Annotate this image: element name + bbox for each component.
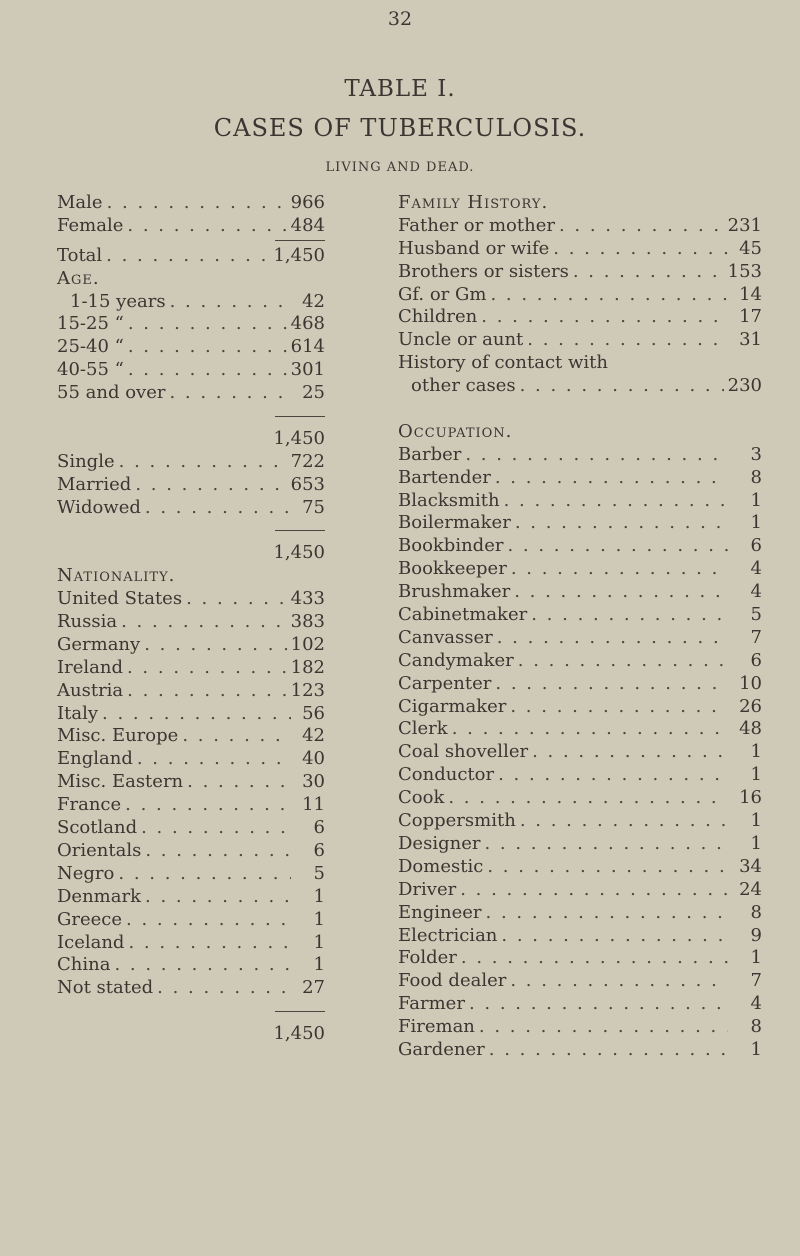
row-value: 56 xyxy=(302,702,325,724)
leader-dots xyxy=(531,604,728,627)
row-nationality xyxy=(57,588,325,611)
row-age xyxy=(57,291,325,314)
row-label: Italy xyxy=(57,702,99,724)
row-value: 10 xyxy=(739,672,762,694)
row-label: Barber xyxy=(398,443,462,465)
leader-dots xyxy=(170,291,291,314)
row-value: 42 xyxy=(302,290,325,312)
leader-dots xyxy=(128,313,287,336)
row-nationality-total xyxy=(57,1023,325,1046)
row-occupation xyxy=(398,993,762,1016)
row-age xyxy=(57,359,325,382)
row-value: 1 xyxy=(750,947,762,969)
row-nationality xyxy=(57,932,325,955)
row-value: 1 xyxy=(313,954,325,976)
row-nationality xyxy=(57,634,325,657)
row-value: 6 xyxy=(750,649,762,671)
row-value: 14 xyxy=(739,283,762,305)
total-rule xyxy=(57,519,325,542)
leader-dots xyxy=(489,1039,728,1062)
row-marital xyxy=(57,474,325,497)
row-label: Brothers or sisters xyxy=(398,260,569,282)
row-value: 24 xyxy=(739,878,762,900)
row-value: 301 xyxy=(290,359,325,381)
row-label: Designer xyxy=(398,832,481,854)
leader-dots xyxy=(135,474,286,497)
leader-dots xyxy=(481,306,728,329)
leader-dots xyxy=(128,336,287,359)
leader-dots xyxy=(144,634,286,657)
row-label: Clerk xyxy=(398,718,448,740)
leader-dots xyxy=(507,535,728,558)
table-title: TABLE I. xyxy=(344,76,456,102)
row-label: Children xyxy=(398,306,478,328)
leader-dots xyxy=(498,764,728,787)
leader-dots xyxy=(501,925,728,948)
row-value: 48 xyxy=(739,718,762,740)
table-subtitle: CASES OF TUBERCULOSIS. xyxy=(213,114,587,142)
row-value: 1 xyxy=(750,810,762,832)
row-family xyxy=(398,284,762,307)
row-label: Coppersmith xyxy=(398,810,516,832)
leader-dots xyxy=(511,558,728,581)
row-value: 8 xyxy=(750,901,762,923)
row-label: 55 and over xyxy=(57,382,166,404)
right-column xyxy=(398,192,762,1062)
leader-dots xyxy=(514,581,728,604)
row-nationality xyxy=(57,680,325,703)
leader-dots xyxy=(487,856,728,879)
leader-dots xyxy=(515,512,728,535)
leader-dots xyxy=(495,467,728,490)
spacer xyxy=(398,398,762,421)
row-occupation xyxy=(398,833,762,856)
row-value: 42 xyxy=(302,725,325,747)
leader-dots xyxy=(510,696,728,719)
row-occupation xyxy=(398,627,762,650)
leader-dots xyxy=(125,794,291,817)
leader-dots xyxy=(559,215,724,238)
row-occupation xyxy=(398,856,762,879)
family-history-heading: Family History. xyxy=(398,192,549,213)
row-occupation xyxy=(398,810,762,833)
leader-dots xyxy=(106,245,269,268)
row-occupation xyxy=(398,925,762,948)
row-value: 7 xyxy=(750,970,762,992)
row-label: Scotland xyxy=(57,817,138,839)
total-rule xyxy=(57,238,325,245)
leader-dots xyxy=(495,673,728,696)
row-label: other cases xyxy=(411,375,516,397)
row-age xyxy=(57,382,325,405)
row-label: Gf. or Gm xyxy=(398,283,487,305)
row-label: Gardener xyxy=(398,1038,485,1060)
leader-dots xyxy=(486,902,728,925)
leader-dots xyxy=(127,657,287,680)
row-value: 966 xyxy=(290,192,325,213)
row-label: Male xyxy=(57,192,103,213)
nationality-heading: Nationality. xyxy=(57,565,176,587)
row-value: 182 xyxy=(290,656,325,678)
row-value: 1 xyxy=(313,908,325,930)
row-value: 40 xyxy=(302,748,325,770)
leader-dots xyxy=(461,947,728,970)
row-female xyxy=(57,215,325,238)
row-family xyxy=(398,238,762,261)
row-label: Engineer xyxy=(398,901,482,923)
leader-dots xyxy=(520,375,724,398)
leader-dots xyxy=(145,886,291,909)
row-nationality xyxy=(57,909,325,932)
row-occupation xyxy=(398,902,762,925)
leader-dots xyxy=(169,382,291,405)
row-label: Canvasser xyxy=(398,626,493,648)
row-occupation xyxy=(398,1039,762,1062)
row-value: 123 xyxy=(290,679,325,701)
row-age-total xyxy=(57,428,325,451)
leader-dots xyxy=(137,748,291,771)
row-value: 8 xyxy=(750,1016,762,1038)
row-value: 4 xyxy=(750,581,762,603)
row-value: 1 xyxy=(313,885,325,907)
occupation-heading: Occupation. xyxy=(398,420,513,442)
row-value: 1 xyxy=(313,931,325,953)
row-value: 45 xyxy=(739,237,762,259)
row-nationality xyxy=(57,611,325,634)
leader-dots xyxy=(553,238,728,261)
row-age xyxy=(57,313,325,336)
row-occupation xyxy=(398,604,762,627)
row-value: 31 xyxy=(739,329,762,351)
row-nationality xyxy=(57,703,325,726)
row-total xyxy=(57,245,325,268)
row-nationality xyxy=(57,886,325,909)
row-label: Bookbinder xyxy=(398,535,504,557)
row-label: Brushmaker xyxy=(398,581,511,603)
row-label: 1-15 years xyxy=(70,290,166,312)
row-nationality xyxy=(57,725,325,748)
row-value: 75 xyxy=(302,496,325,518)
row-occupation xyxy=(398,512,762,535)
row-value: 4 xyxy=(750,993,762,1015)
leader-dots xyxy=(532,741,728,764)
row-value: 1 xyxy=(750,832,762,854)
leader-dots xyxy=(126,909,291,932)
row-label: Iceland xyxy=(57,931,125,953)
row-value: 5 xyxy=(313,862,325,884)
row-label: 25-40 “ xyxy=(57,336,124,358)
leader-dots xyxy=(157,977,291,1000)
row-value: 722 xyxy=(290,450,325,472)
leader-dots xyxy=(527,329,728,352)
row-occupation xyxy=(398,741,762,764)
row-label: Candymaker xyxy=(398,649,514,671)
row-label: Boilermaker xyxy=(398,512,511,534)
row-value: 1,450 xyxy=(273,542,325,564)
row-label: Conductor xyxy=(398,764,495,786)
left-column xyxy=(57,192,325,1046)
row-occupation xyxy=(398,764,762,787)
leader-dots xyxy=(119,451,287,474)
leader-dots xyxy=(127,215,286,238)
row-occupation xyxy=(398,444,762,467)
leader-dots xyxy=(107,192,287,215)
row-occupation xyxy=(398,650,762,673)
leader-dots xyxy=(479,1016,728,1039)
row-label: Single xyxy=(57,450,115,472)
row-contact-heading xyxy=(398,352,762,375)
row-label: 15-25 “ xyxy=(57,313,124,335)
row-label: England xyxy=(57,748,133,770)
row-label: Widowed xyxy=(57,496,141,518)
row-label: Misc. Europe xyxy=(57,725,179,747)
row-label: Father or mother xyxy=(398,214,555,236)
row-nationality xyxy=(57,840,325,863)
row-value: 11 xyxy=(302,794,325,816)
row-nationality xyxy=(57,817,325,840)
row-value: 4 xyxy=(750,558,762,580)
row-nationality xyxy=(57,771,325,794)
leader-dots xyxy=(145,840,291,863)
leader-dots xyxy=(145,497,291,520)
row-label: Bartender xyxy=(398,466,491,488)
leader-dots xyxy=(469,993,728,1016)
leader-dots xyxy=(118,863,291,886)
leader-dots xyxy=(187,771,291,794)
row-label: Bookkeeper xyxy=(398,558,507,580)
row-label: History of contact with xyxy=(398,352,608,374)
row-label: China xyxy=(57,954,111,976)
row-label: Germany xyxy=(57,633,141,655)
row-nationality xyxy=(57,954,325,977)
row-nationality xyxy=(57,977,325,1000)
row-label: Cabinetmaker xyxy=(398,604,528,626)
row-value: 6 xyxy=(750,535,762,557)
row-marital-total xyxy=(57,542,325,565)
total-rule xyxy=(57,1000,325,1023)
row-value: 230 xyxy=(727,375,762,397)
row-value: 1 xyxy=(750,764,762,786)
row-value: 3 xyxy=(750,443,762,465)
row-marital xyxy=(57,497,325,520)
row-male xyxy=(57,192,325,215)
leader-dots xyxy=(452,718,728,741)
row-value: 8 xyxy=(750,466,762,488)
row-label: Female xyxy=(57,214,124,236)
row-nationality xyxy=(57,794,325,817)
age-heading: Age. xyxy=(57,267,100,289)
row-label: Blacksmith xyxy=(398,489,500,511)
leader-dots xyxy=(573,261,724,284)
row-value: 7 xyxy=(750,626,762,648)
row-value: 1,450 xyxy=(273,427,325,449)
row-nationality xyxy=(57,863,325,886)
leader-dots xyxy=(504,490,728,513)
row-value: 153 xyxy=(727,260,762,282)
row-label: Coal shoveller xyxy=(398,741,529,763)
row-label: Electrician xyxy=(398,924,498,946)
row-value: 25 xyxy=(302,382,325,404)
row-value: 231 xyxy=(727,214,762,236)
leader-dots xyxy=(484,833,728,856)
leader-dots xyxy=(448,787,728,810)
page-number: 32 xyxy=(387,8,413,30)
row-occupation xyxy=(398,467,762,490)
row-nationality xyxy=(57,748,325,771)
leader-dots xyxy=(114,954,291,977)
row-label: Cigarmaker xyxy=(398,695,507,717)
row-label: Food dealer xyxy=(398,970,507,992)
row-value: 34 xyxy=(739,855,762,877)
leader-dots xyxy=(520,810,728,833)
row-occupation xyxy=(398,1016,762,1039)
row-label: Folder xyxy=(398,947,457,969)
leader-dots xyxy=(510,970,728,993)
row-value: 6 xyxy=(313,839,325,861)
row-value: 653 xyxy=(290,473,325,495)
row-label: Orientals xyxy=(57,839,142,861)
row-value: 16 xyxy=(739,787,762,809)
row-occupation xyxy=(398,947,762,970)
row-label: Not stated xyxy=(57,977,154,999)
row-label: Ireland xyxy=(57,656,123,678)
row-label: Total xyxy=(57,244,103,266)
row-value: 27 xyxy=(302,977,325,999)
row-value: 614 xyxy=(290,336,325,358)
row-value: 26 xyxy=(739,695,762,717)
row-value: 1 xyxy=(750,1038,762,1060)
leader-dots xyxy=(465,444,728,467)
row-value: 1 xyxy=(750,489,762,511)
row-label: Carpenter xyxy=(398,672,492,694)
row-label: United States xyxy=(57,588,183,610)
leader-dots xyxy=(518,650,728,673)
row-occupation xyxy=(398,879,762,902)
row-label: Farmer xyxy=(398,993,465,1015)
row-label: Greece xyxy=(57,908,123,930)
row-value: 1,450 xyxy=(273,1023,325,1045)
row-occupation xyxy=(398,558,762,581)
total-rule xyxy=(57,405,325,428)
row-contact xyxy=(398,375,762,398)
row-occupation xyxy=(398,970,762,993)
row-value: 9 xyxy=(750,924,762,946)
leader-dots xyxy=(141,817,291,840)
row-family xyxy=(398,215,762,238)
row-nationality xyxy=(57,657,325,680)
row-value: 484 xyxy=(290,214,325,236)
row-occupation xyxy=(398,787,762,810)
row-value: 468 xyxy=(290,313,325,335)
row-value: 1 xyxy=(750,512,762,534)
row-occupation xyxy=(398,490,762,513)
row-label: France xyxy=(57,794,122,816)
row-occupation xyxy=(398,581,762,604)
row-value: 433 xyxy=(290,588,325,610)
row-occupation xyxy=(398,696,762,719)
row-age xyxy=(57,336,325,359)
row-family xyxy=(398,306,762,329)
row-label: Denmark xyxy=(57,885,141,907)
row-label: Russia xyxy=(57,611,118,633)
row-label: Uncle or aunt xyxy=(398,329,524,351)
row-label: Misc. Eastern xyxy=(57,771,184,793)
row-value: 30 xyxy=(302,771,325,793)
leader-dots xyxy=(490,284,728,307)
row-family xyxy=(398,261,762,284)
leader-dots xyxy=(460,879,728,902)
leader-dots xyxy=(497,627,728,650)
row-label: Driver xyxy=(398,878,457,900)
row-label: Negro xyxy=(57,862,115,884)
leader-dots xyxy=(186,588,287,611)
row-family xyxy=(398,329,762,352)
leader-dots xyxy=(121,611,287,634)
row-value: 17 xyxy=(739,306,762,328)
row-label: 40-55 “ xyxy=(57,359,124,381)
row-label: Husband or wife xyxy=(398,237,550,259)
leader-dots xyxy=(128,359,287,382)
leader-dots xyxy=(127,680,286,703)
row-value: 1 xyxy=(750,741,762,763)
row-value: 6 xyxy=(313,817,325,839)
row-label: Austria xyxy=(57,679,124,701)
row-value: 1,450 xyxy=(273,244,325,266)
table-caption: LIVING AND DEAD. xyxy=(325,160,475,175)
row-marital xyxy=(57,451,325,474)
leader-dots xyxy=(128,932,291,955)
row-label: Cook xyxy=(398,787,445,809)
row-occupation xyxy=(398,673,762,696)
row-value: 383 xyxy=(290,611,325,633)
leader-dots xyxy=(182,725,291,748)
leader-dots xyxy=(102,703,291,726)
row-label: Fireman xyxy=(398,1016,475,1038)
row-label: Domestic xyxy=(398,855,484,877)
row-value: 102 xyxy=(290,633,325,655)
row-occupation xyxy=(398,718,762,741)
row-occupation xyxy=(398,535,762,558)
row-value: 5 xyxy=(750,604,762,626)
row-label: Married xyxy=(57,473,132,495)
